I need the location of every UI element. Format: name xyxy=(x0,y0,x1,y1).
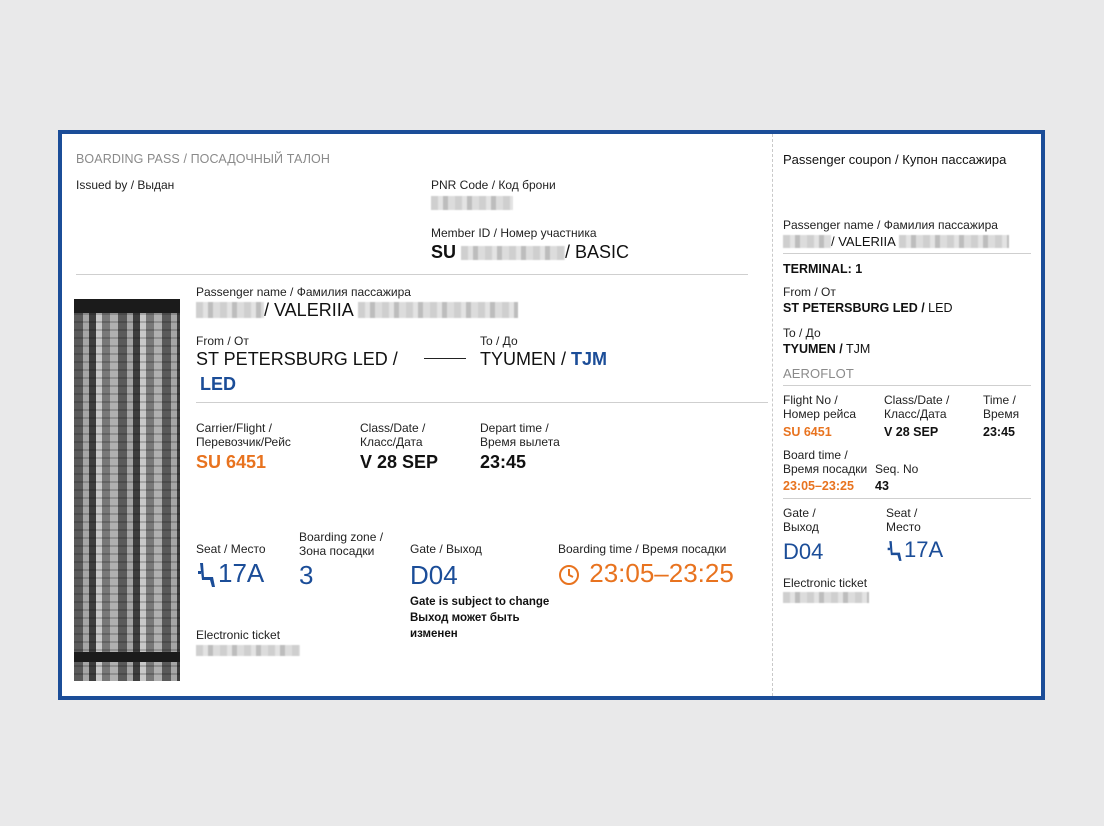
coupon-class-date: V 28 SEP xyxy=(884,425,939,439)
depart-label xyxy=(480,421,560,449)
coupon-class-label xyxy=(884,393,949,421)
class-label xyxy=(360,421,425,449)
issued-by-label: Issued by / Выдан xyxy=(76,178,175,192)
coupon-flight-label-line: Номер рейса xyxy=(783,407,856,421)
coupon-seat-number: 17A xyxy=(904,537,944,562)
passenger-given-name: / VALERIIA xyxy=(264,300,353,320)
gate-value: D04 xyxy=(410,560,458,590)
carrier-label-line: Перевозчик/Рейс xyxy=(196,435,291,449)
to-code: TJM xyxy=(571,349,608,369)
pass-title: BOARDING PASS / ПОСАДОЧНЫЙ ТАЛОН xyxy=(76,152,330,166)
coupon-board-label-line: Board time / xyxy=(783,448,848,462)
gate-note-line: Gate is subject to change xyxy=(410,596,550,608)
to-city xyxy=(480,349,607,370)
patronymic-redacted xyxy=(358,302,518,318)
coupon-flight-label-line: Flight No / xyxy=(783,393,838,407)
member-id-label: Member ID / Номер участника xyxy=(431,226,597,240)
member-id xyxy=(431,242,629,263)
to-city-name: TYUMEN / xyxy=(480,349,567,369)
coupon-time-label-line: Время xyxy=(983,407,1020,421)
coupon-gate-label-line: Выход xyxy=(783,520,819,534)
divider xyxy=(196,402,768,403)
coupon-seat-label xyxy=(886,506,921,534)
coupon-from-label: From / От xyxy=(783,285,836,299)
from-city: ST PETERSBURG LED / xyxy=(196,349,398,369)
coupon-from-code: LED xyxy=(928,301,953,315)
carrier-label xyxy=(196,421,291,449)
seat-value xyxy=(196,558,264,589)
coupon-gate: D04 xyxy=(783,539,824,564)
coupon-gate-label-line: Gate / xyxy=(783,506,816,520)
seat-label: Seat / Место xyxy=(196,542,266,556)
carrier-label-line: Carrier/Flight / xyxy=(196,421,273,435)
gate-note xyxy=(410,594,549,642)
zone-label-line: Зона посадки xyxy=(299,544,375,558)
depart-label-line: Время вылета xyxy=(480,435,560,449)
zone-label xyxy=(299,530,383,558)
boarding-time-label: Boarding time / Время посадки xyxy=(558,542,727,556)
coupon-board-label xyxy=(783,448,867,476)
route-line xyxy=(424,358,466,359)
clock-icon xyxy=(558,563,582,587)
barcode-edge xyxy=(74,299,180,313)
coupon-from xyxy=(783,301,953,315)
seat-number: 17A xyxy=(218,558,265,588)
coupon-seq-label: Seq. No xyxy=(875,462,919,476)
coupon-seat-label-line: Seat / xyxy=(886,506,918,520)
coupon-class-label-line: Class/Date / xyxy=(884,393,950,407)
seat-icon xyxy=(196,561,218,589)
zone-label-line: Boarding zone / xyxy=(299,530,384,544)
coupon-to xyxy=(783,342,870,356)
eticket-label: Electronic ticket xyxy=(196,628,281,642)
coupon-surname-redacted xyxy=(783,235,831,248)
coupon-flight-label xyxy=(783,393,856,421)
class-date: V 28 SEP xyxy=(360,452,439,472)
divider xyxy=(783,385,1031,386)
boarding-time xyxy=(558,558,734,589)
to-label: To / До xyxy=(480,334,518,348)
coupon-terminal: TERMINAL: 1 xyxy=(783,262,863,276)
coupon-time-label xyxy=(983,393,1019,421)
pnr-redacted xyxy=(431,196,513,210)
coupon-seat-label-line: Место xyxy=(886,520,921,534)
tear-line xyxy=(772,134,773,696)
from-code: LED xyxy=(200,374,236,394)
coupon-from-city: ST PETERSBURG LED / xyxy=(783,301,925,315)
seat-icon xyxy=(886,539,904,563)
passenger-name xyxy=(196,300,518,321)
class-label-line: Класс/Дата xyxy=(360,435,423,449)
boarding-time-value: 23:05–23:25 xyxy=(589,558,734,588)
member-redacted xyxy=(461,246,565,260)
coupon-passenger-name xyxy=(783,233,1009,249)
coupon-title: Passenger coupon / Купон пассажира xyxy=(783,152,1007,167)
passenger-label: Passenger name / Фамилия пассажира xyxy=(196,285,411,299)
coupon-time: 23:45 xyxy=(983,425,1015,439)
coupon-to-city: TYUMEN / xyxy=(783,342,843,356)
coupon-patronymic-redacted xyxy=(899,235,1009,248)
coupon-class-label-line: Класс/Дата xyxy=(884,407,947,421)
gate-note-line: Выход может быть xyxy=(410,612,520,624)
coupon-eticket-label: Electronic ticket xyxy=(783,576,868,590)
divider xyxy=(783,498,1031,499)
from-label: From / От xyxy=(196,334,249,348)
member-suffix: / BASIC xyxy=(565,242,630,262)
flight-number: SU 6451 xyxy=(196,452,267,472)
coupon-passenger-label: Passenger name / Фамилия пассажира xyxy=(783,218,998,232)
boarding-pass xyxy=(58,130,1045,700)
coupon-to-label: To / До xyxy=(783,326,821,340)
divider xyxy=(76,274,748,275)
gate-note-line: изменен xyxy=(410,628,458,640)
coupon-gate-label xyxy=(783,506,819,534)
divider xyxy=(783,253,1031,254)
class-label-line: Class/Date / xyxy=(360,421,426,435)
coupon-eticket-redacted xyxy=(783,592,869,603)
eticket-redacted xyxy=(196,645,300,656)
gate-label: Gate / Выход xyxy=(410,542,482,556)
coupon-to-code: TJM xyxy=(845,342,871,356)
pnr-label: PNR Code / Код брони xyxy=(431,178,556,192)
coupon-given-name: / VALERIIA xyxy=(831,234,896,249)
barcode xyxy=(74,299,180,681)
coupon-seat xyxy=(886,537,943,563)
depart-time: 23:45 xyxy=(480,452,527,472)
member-prefix: SU xyxy=(431,242,457,262)
coupon-flight: SU 6451 xyxy=(783,425,832,439)
zone-value: 3 xyxy=(299,560,314,590)
coupon-board-label-line: Время посадки xyxy=(783,462,868,476)
coupon-time-label-line: Time / xyxy=(983,393,1016,407)
coupon-airline: AEROFLOT xyxy=(783,366,854,381)
barcode-edge xyxy=(74,652,180,662)
coupon-seq: 43 xyxy=(875,479,889,493)
coupon-board-time: 23:05–23:25 xyxy=(783,479,854,493)
depart-label-line: Depart time / xyxy=(480,421,549,435)
surname-redacted xyxy=(196,302,264,318)
